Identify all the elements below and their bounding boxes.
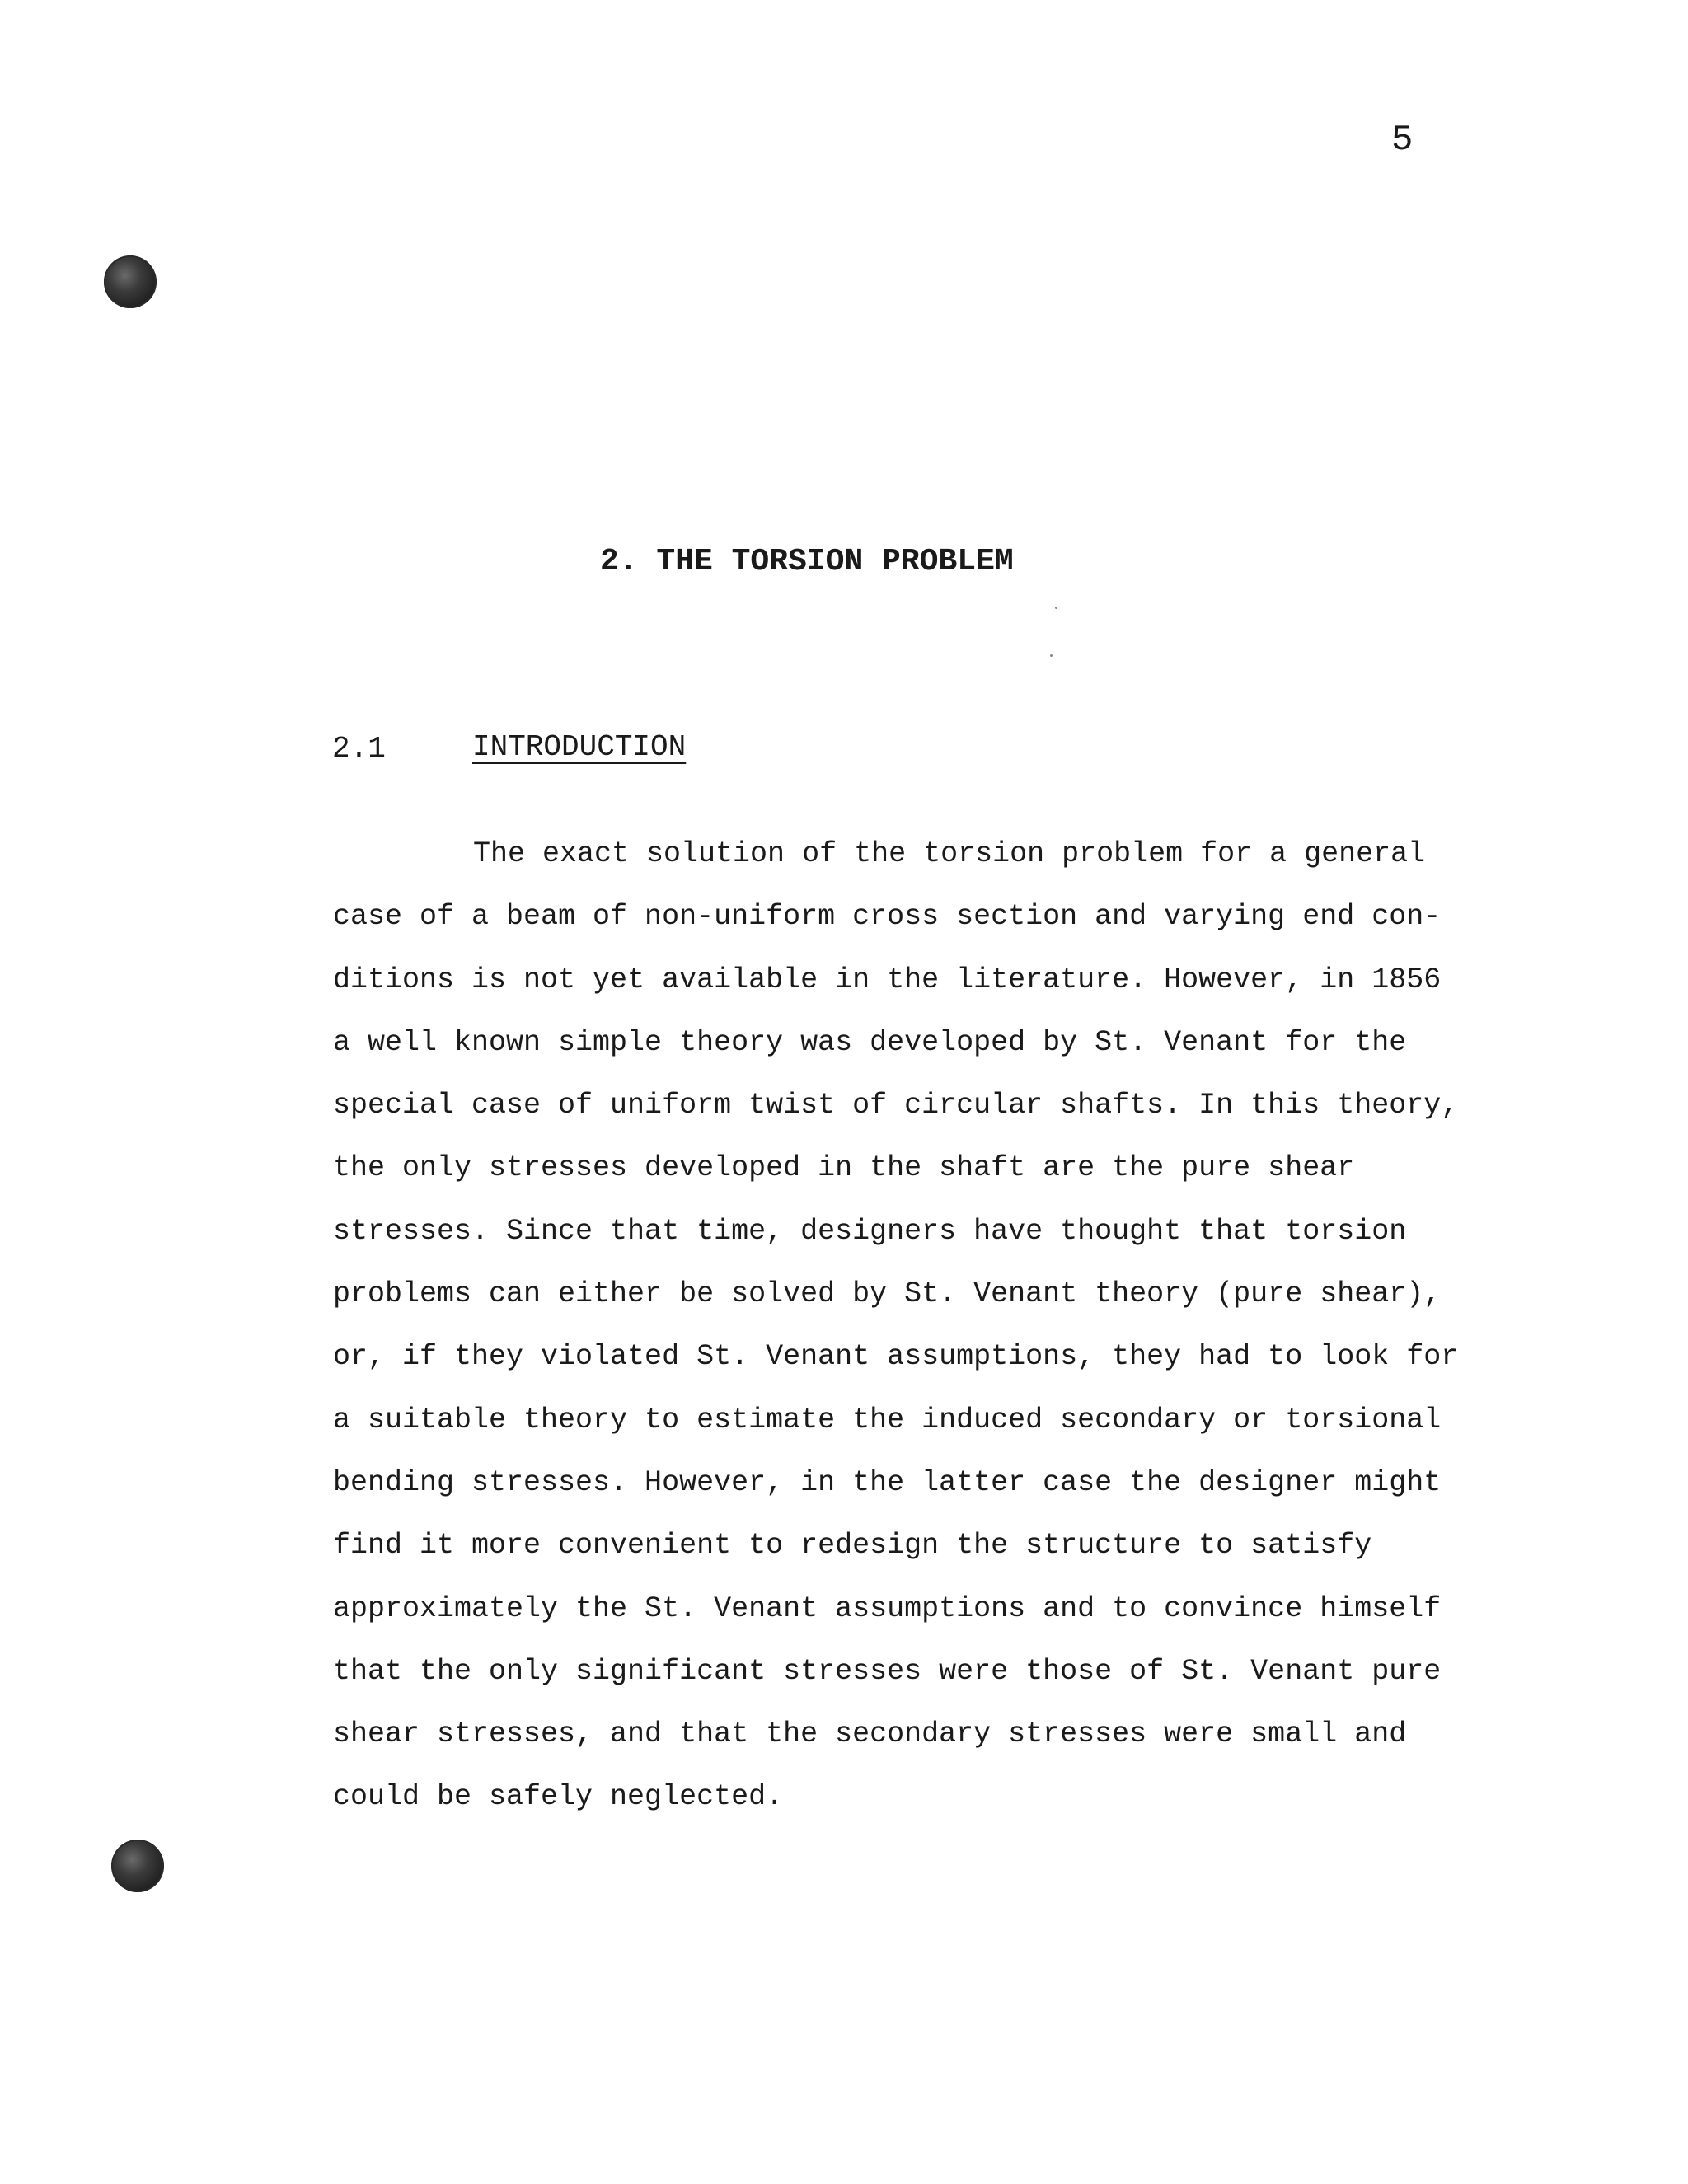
body-line: problems can either be solved by St. Venant theory (pure shear), xyxy=(333,1277,1442,1311)
body-line: special case of uniform twist of circular shafts. In this theory, xyxy=(333,1089,1459,1122)
body-line: could be safely neglected. xyxy=(333,1780,784,1814)
section-heading: INTRODUCTION xyxy=(472,730,687,764)
punch-hole-bottom-icon xyxy=(111,1840,164,1892)
body-line: the only stresses developed in the shaft are the pure shear xyxy=(333,1151,1355,1185)
body-line: a suitable theory to estimate the induced secondary or torsional xyxy=(333,1403,1442,1436)
scan-speck xyxy=(1055,607,1057,609)
body-line: bending stresses. However, in the latter case the designer might xyxy=(333,1465,1442,1499)
section-number: 2.1 xyxy=(332,732,386,766)
page-number: 5 xyxy=(1391,120,1414,161)
body-line: find it more convenient to redesign the structure to satisfy xyxy=(333,1529,1372,1563)
scan-speck xyxy=(1050,654,1053,657)
body-line: shear stresses, and that the secondary stresses were small and xyxy=(333,1718,1407,1751)
body-line: The exact solution of the torsion problem for a general xyxy=(473,837,1426,870)
body-line: case of a beam of non-uniform cross section and varying end con- xyxy=(333,900,1442,934)
body-line: ditions is not yet available in the literature. However, in 1856 xyxy=(333,963,1442,996)
body-line: approximately the St. Venant assumptions and to convince himself xyxy=(333,1591,1442,1625)
body-line: stresses. Since that time, designers have thought that torsion xyxy=(333,1214,1407,1248)
chapter-title: 2. THE TORSION PROBLEM xyxy=(600,544,1014,579)
body-line: or, if they violated St. Venant assumptions, they had to look for xyxy=(333,1340,1459,1374)
punch-hole-top-icon xyxy=(104,255,157,308)
body-line: a well known simple theory was developed by St. Venant for the xyxy=(333,1025,1407,1059)
body-paragraph xyxy=(333,837,1536,1844)
body-line: that the only significant stresses were those of St. Venant pure xyxy=(333,1654,1442,1688)
